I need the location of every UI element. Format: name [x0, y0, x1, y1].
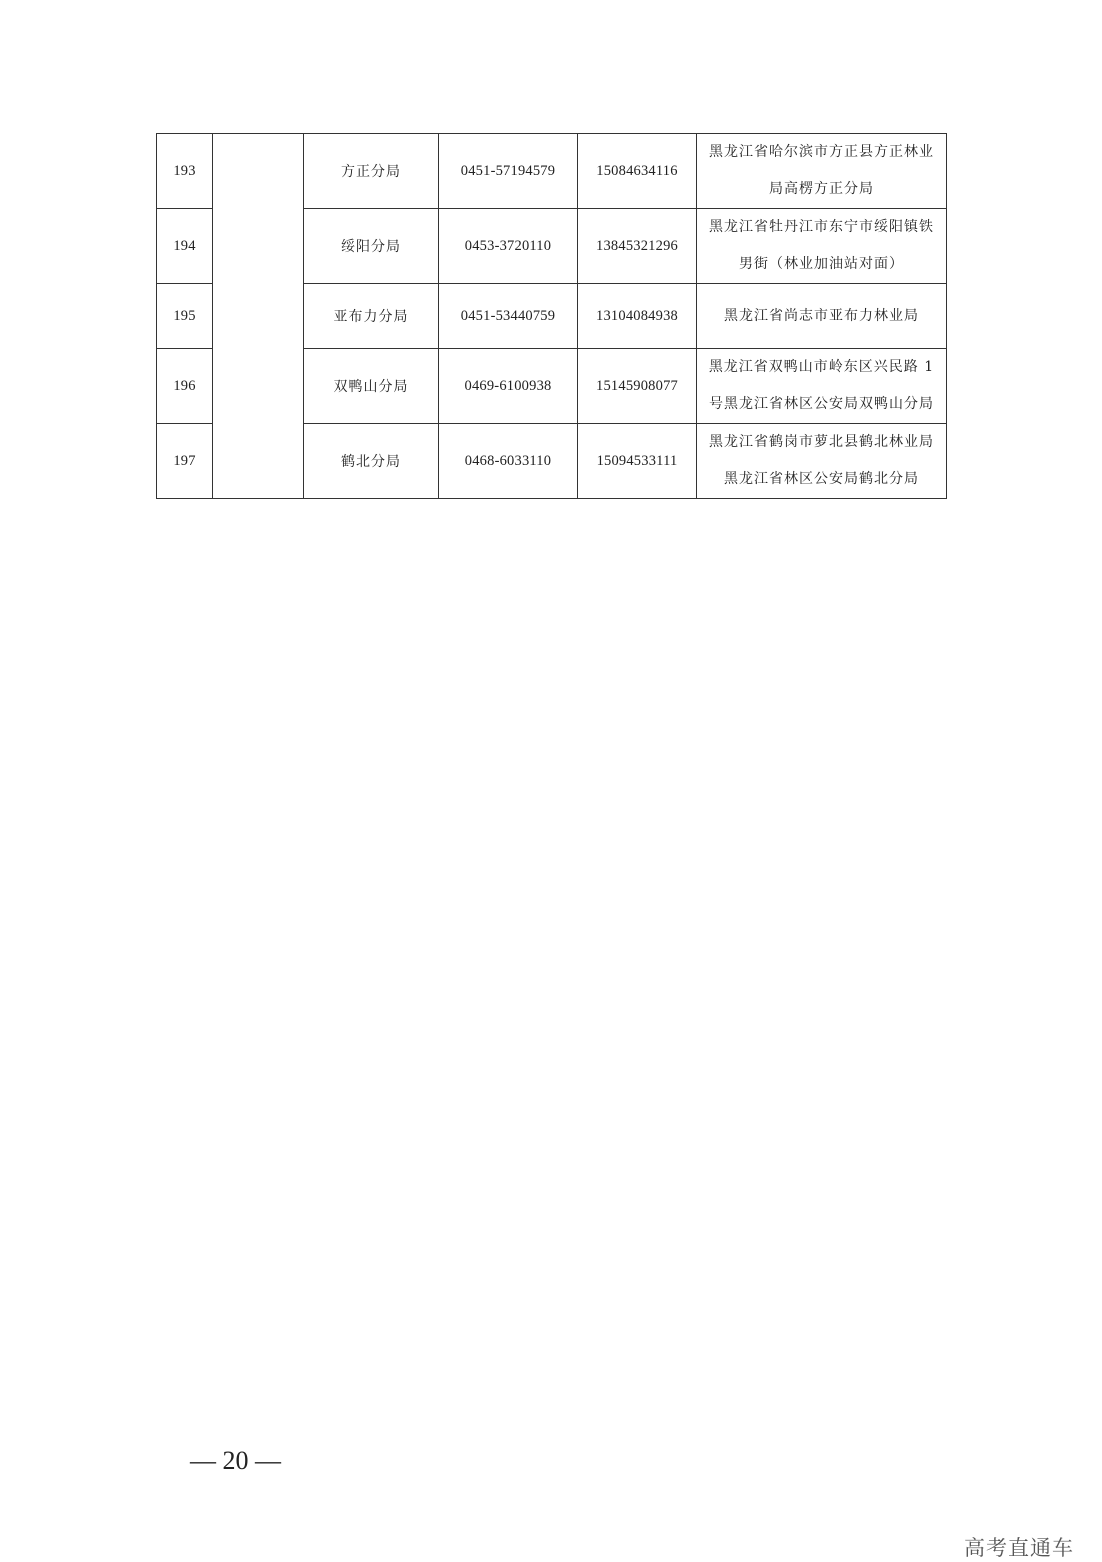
address-cell	[697, 424, 947, 499]
row-number: 193	[157, 134, 213, 209]
table-row	[157, 134, 947, 209]
branch-name: 双鸭山分局	[304, 349, 439, 424]
branch-name: 亚布力分局	[304, 284, 439, 349]
address-line: 局高楞方正分局	[769, 181, 874, 197]
address-line: 黑龙江省牡丹江市东宁市绥阳镇铁	[709, 219, 934, 235]
address-line: 黑龙江省双鸭山市岭东区兴民路 1	[708, 359, 935, 375]
branch-name: 方正分局	[304, 134, 439, 209]
mobile-phone: 15094533111	[578, 424, 697, 499]
branch-name: 鹤北分局	[304, 424, 439, 499]
merged-unit-cell	[213, 134, 304, 499]
office-phone: 0451-53440759	[439, 284, 578, 349]
branch-name: 绥阳分局	[304, 209, 439, 284]
address-cell	[697, 209, 947, 284]
contact-table	[156, 133, 947, 499]
office-phone: 0468-6033110	[439, 424, 578, 499]
page-number: — 20 —	[190, 1446, 281, 1475]
row-number: 196	[157, 349, 213, 424]
office-phone: 0451-57194579	[439, 134, 578, 209]
address-cell	[697, 284, 947, 349]
mobile-phone: 13104084938	[578, 284, 697, 349]
watermark-text: 高考直通车	[964, 1536, 1074, 1560]
mobile-phone: 15145908077	[578, 349, 697, 424]
mobile-phone: 15084634116	[578, 134, 697, 209]
address-line: 黑龙江省林区公安局鹤北分局	[724, 471, 919, 487]
row-number: 194	[157, 209, 213, 284]
office-phone: 0469-6100938	[439, 349, 578, 424]
row-number: 195	[157, 284, 213, 349]
address-line: 黑龙江省尚志市亚布力林业局	[724, 307, 919, 324]
address-cell	[697, 349, 947, 424]
office-phone: 0453-3720110	[439, 209, 578, 284]
address-line: 号黑龙江省林区公安局双鸭山分局	[709, 396, 934, 412]
address-cell	[697, 134, 947, 209]
address-line: 黑龙江省哈尔滨市方正县方正林业	[709, 144, 934, 160]
address-line: 男街（林业加油站对面）	[739, 256, 904, 272]
address-line: 黑龙江省鹤岗市萝北县鹤北林业局	[709, 434, 934, 450]
row-number: 197	[157, 424, 213, 499]
mobile-phone: 13845321296	[578, 209, 697, 284]
